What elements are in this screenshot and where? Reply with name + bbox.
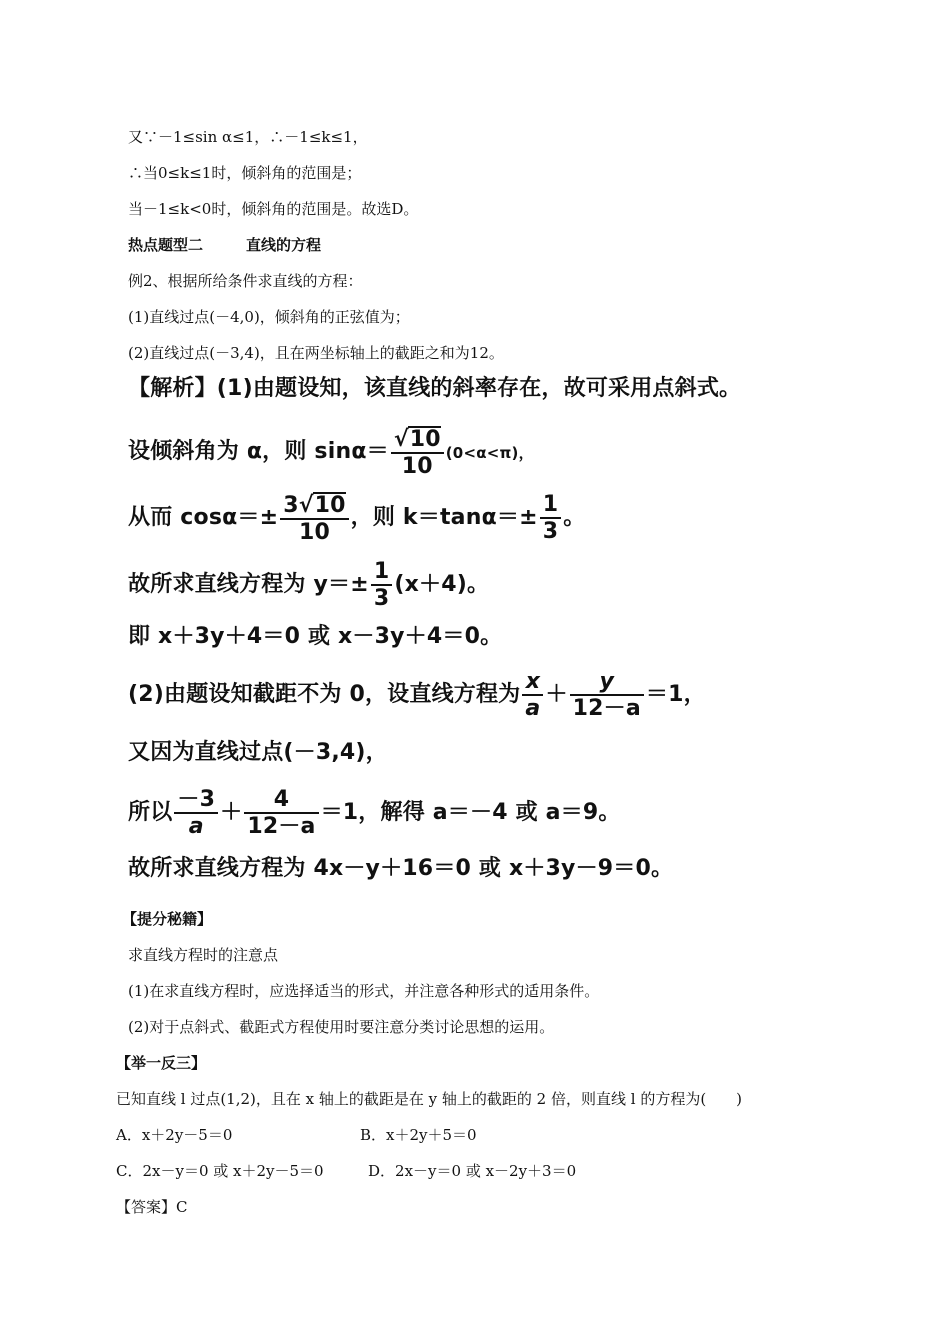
fraction: [522, 670, 543, 720]
radicand: 10: [409, 427, 441, 452]
denominator: a: [525, 696, 541, 722]
fraction: [244, 788, 318, 838]
tips-title: 【提分秘籍】: [122, 910, 213, 928]
example-title: 例2、根据所给条件求直线的方程：: [128, 272, 363, 290]
solution-line: 【解析】(1)由题设知，该直线的斜率存在，故可采用点斜式。: [128, 376, 742, 401]
solution-line: [128, 492, 585, 544]
solution-text: ，则 k＝tanα＝±: [350, 505, 538, 531]
solution-text: 设倾斜角为 α，则 sinα＝: [128, 439, 389, 465]
practice-question: 已知直线 l 过点(1,2)，且在 x 轴上的截距是在 y 轴上的截距的 2 倍，则直线 l 的方程为( ): [116, 1090, 743, 1108]
numerator: －3: [174, 788, 218, 814]
solution-text: 所以: [128, 800, 173, 826]
fraction: [391, 426, 444, 478]
denominator: a: [188, 814, 204, 840]
tips-line: (1)在求直线方程时，应选择适当的形式，并注意各种形式的适用条件。: [128, 982, 600, 1000]
tips-line: (2)对于点斜式、截距式方程使用时要注意分类讨论思想的运用。: [128, 1018, 555, 1036]
fraction: [540, 493, 562, 543]
fraction: [570, 670, 644, 720]
solution-text: ＝1，: [645, 682, 706, 708]
coefficient: 3: [283, 493, 299, 518]
numerator: 4: [244, 788, 318, 814]
text-line: 当－1≤k<0时，倾斜角的范围是。故选D。: [128, 200, 419, 218]
solution-text: ＋: [220, 800, 243, 826]
solution-text: 。: [563, 505, 586, 531]
denominator: 10: [401, 454, 433, 480]
solution-text: (0<α<π)，: [445, 444, 534, 463]
solution-line: [128, 788, 621, 838]
denominator: 3: [373, 586, 390, 612]
fraction: [174, 788, 218, 838]
condition-1: (1)直线过点(－4,0)，倾斜角的正弦值为；: [128, 308, 410, 326]
condition-2: (2)直线过点(－3,4)，且在两坐标轴上的截距之和为12。: [128, 344, 504, 362]
numerator: y: [570, 670, 644, 696]
option-b: B．x＋2y＋5＝0: [360, 1126, 477, 1144]
radical-icon: √: [298, 493, 314, 518]
tips-line: 求直线方程时的注意点: [128, 946, 279, 964]
solution-line: [128, 560, 489, 610]
solution-text: 故所求直线方程为 y＝±: [128, 572, 369, 598]
numerator: 1: [540, 493, 562, 519]
denominator: 12－a: [572, 696, 641, 722]
section-heading: 热点题型二: [128, 236, 204, 254]
solution-line: 故所求直线方程为 4x－y＋16＝0 或 x＋3y－9＝0。: [128, 856, 674, 881]
option-d: D．2x－y＝0 或 x－2y＋3＝0: [368, 1162, 577, 1180]
solution-line: 即 x＋3y＋4＝0 或 x－3y＋4＝0。: [128, 624, 503, 649]
solution-text: ＋: [545, 682, 568, 708]
fraction: [371, 560, 393, 610]
solution-text: (x＋4)。: [394, 572, 490, 598]
denominator: 10: [298, 520, 330, 546]
option-c: C．2x－y＝0 或 x＋2y－5＝0: [116, 1162, 324, 1180]
practice-title: 【举一反三】: [116, 1054, 207, 1072]
text-line: ∴当0≤k≤1时，倾斜角的范围是；: [128, 164, 362, 182]
solution-text: (2)由题设知截距不为 0，设直线方程为: [128, 682, 521, 708]
fraction: [280, 492, 348, 544]
text-line: 又∵－1≤sin α≤1，∴－1≤k≤1，: [128, 128, 368, 146]
solution-text: ＝1，解得 a＝－4 或 a＝9。: [320, 800, 621, 826]
answer: 【答案】C: [116, 1198, 188, 1216]
section-heading-title: 直线的方程: [246, 236, 322, 254]
radicand: 10: [314, 493, 346, 518]
solution-line: [128, 670, 706, 720]
numerator: x: [522, 670, 543, 696]
numerator: 1: [371, 560, 393, 586]
solution-line: 又因为直线过点(－3,4)，: [128, 740, 388, 765]
denominator: 3: [542, 519, 559, 545]
solution-line: [128, 426, 534, 478]
radical-icon: √: [393, 427, 409, 452]
denominator: 12－a: [247, 814, 316, 840]
option-a: A．x＋2y－5＝0: [116, 1126, 233, 1144]
solution-text: 从而 cosα＝±: [128, 505, 279, 531]
